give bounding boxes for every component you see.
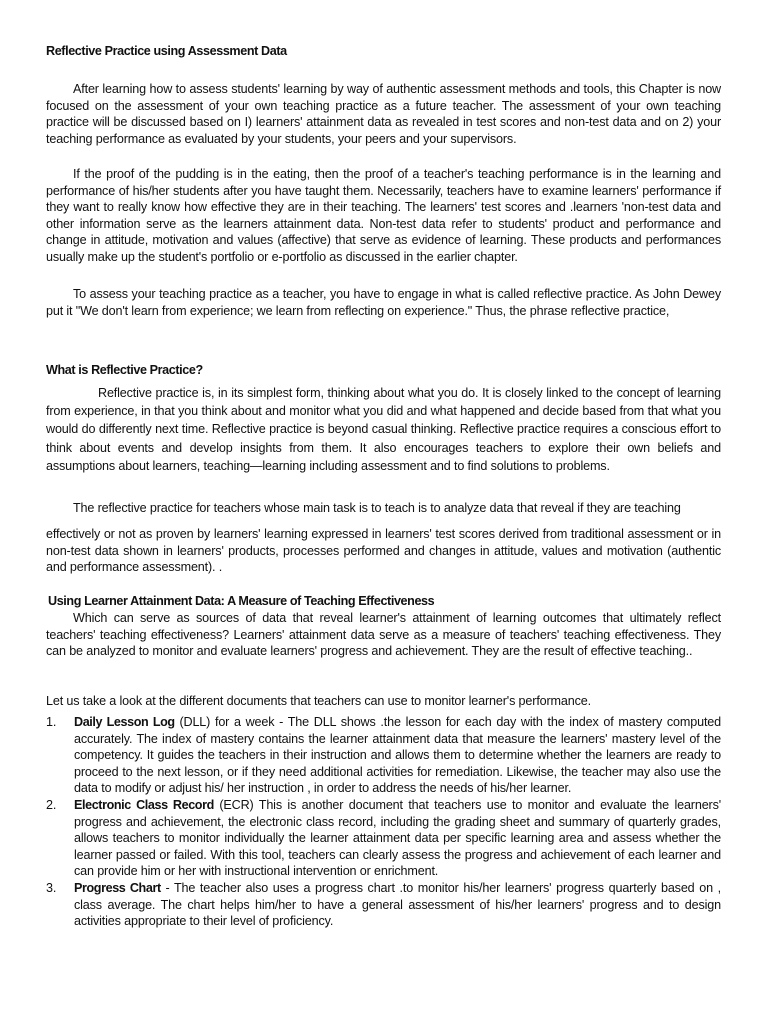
list-item-number: 3. [46,880,57,895]
list-item-text: (ECR) This is another document that teachers use to monitor and evaluate the learners' progress and achievement, the electronic class record, including the grading sheet and summary of quarterly grades, allows teachers to monitor individually the learner attainment data per specific learning area and assess whether the learner passed or failed. With this tool, teachers can clearly assess the progress and achievement of each learner and can provide him or her with instructional intervention or enrichment. [74,797,721,879]
documents-list [46,714,721,930]
paragraph-dewey: To assess your teaching practice as a teacher, you have to engage in what is called reflective practice. As John Dewey put it "We don't learn from experience; we learn from reflecting on experience." Thus, the phrase reflective practice, [46,287,721,318]
section-heading-reflective-practice: Reflective Practice using Assessment Data [46,44,287,58]
paragraph-definition: Reflective practice is, in its simplest form, thinking about what you do. It is closely linked to the concept of learning from experience, in that you think about and monitor what you did and what happened and decide based from that what you would do differently next time. Reflective practice is beyond casual thinking. Reflective practice requires a conscious effort to think about events and develop insights from them. It also encourages teachers to explore their own beliefs and assumptions about learners, teaching—learning including assessment and to find solutions to problems. [46,386,721,473]
list-item-term: Daily Lesson Log [74,715,175,729]
paragraph-teachers-rest: effectively or not as proven by learners' learning expressed in learners' test scores derived from traditional assessment or in non-test data shown in learners' products, processes performed and changes in attitude, values and motivation (authentic and performance assessment). . [46,527,721,575]
list-item [46,714,721,797]
paragraph-sources: Which can serve as sources of data that reveal learner's attainment of learning outcomes that ultimately reflect teachers' teaching effectiveness? Learners' attainment data serve as a measure of teachers' teaching effectiveness. They can be analyzed to monitor and evaluate learners' progress and achievement. They are the result of effective teaching.. [46,611,721,659]
list-item-number: 2. [46,797,57,812]
list-item-term: Electronic Class Record [74,797,214,812]
paragraph-pudding: If the proof of the pudding is in the eating, then the proof of a teacher's teaching performance is in the learning and performance of his/her students after you have taught them. Necessarily, teachers have to examine learners' performance if they want to really know how effective they are in their teaching. The learners' test scores and .learners 'non-test data and other information serve as the learners attainment data. Non-test data refer to students' product and performance and change in attitude, motivation and values (affective) that serve as evidence of learning. These products and performances usually make up the student's portfolio or e-portfolio as discussed in the earlier chapter. [46,167,721,264]
list-item-text: - The teacher also uses a progress chart .to monitor his/her learners' progress quarterly based on , class average. The chart helps him/her to have a general assessment of his/her learners' progress and to design activities appropriate to their level of proficiency. [74,880,721,929]
list-item-number: 1. [46,715,57,729]
paragraph-documents-intro: Let us take a look at the different documents that teachers can use to monitor learner's performance. [46,694,591,708]
list-item-term: Progress Chart [74,880,161,895]
paragraph-teachers-line1: The reflective practice for teachers whose main task is to teach is to analyze data that reveal if they are teaching [73,501,681,515]
list-item [46,797,721,880]
section-heading-learner-attainment: Using Learner Attainment Data: A Measure of Teaching Effectiveness [48,594,435,608]
list-item [46,880,721,930]
list-item-text: (DLL) for a week - The DLL shows .the lesson for each day with the index of mastery computed accurately. The index of mastery contains the learner attainment data that measure the learners' mastery level of the competency. It guides the teachers in their instruction and allows them to determine whether the learners are ready to proceed to the next lesson, or if they need additional activities for remediation. Likewise, the teacher may also use the data to modify or adjust his/ her instruction , in order to address the needs of his/her learner. [74,715,721,796]
paragraph-intro: After learning how to assess students' learning by way of authentic assessment methods and tools, this Chapter is now focused on the assessment of your own teaching practice as a future teacher. The assessment of your own teaching practice will be discussed based on I) learners' attainment data as revealed in test scores and non-test data and on 2) your teaching performance as evaluated by your students, your peers and your supervisors. [46,82,721,146]
section-heading-what-is: What is Reflective Practice? [46,363,203,377]
